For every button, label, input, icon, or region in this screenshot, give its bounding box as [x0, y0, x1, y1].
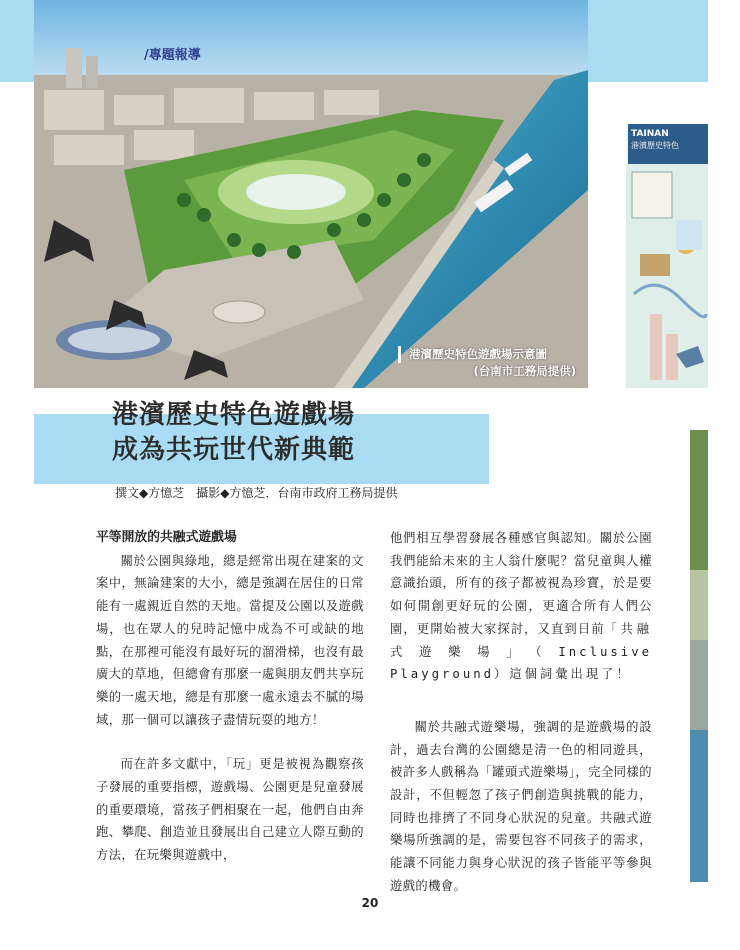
- section-heading: 平等開放的共融式遊戲場: [96, 530, 237, 545]
- inclusive-playground-term: 「共融式遊樂場」（Inclusive Playground）這個詞彙出現了！: [390, 621, 652, 682]
- photo-caption: [398, 346, 578, 380]
- caption-line-2: (台南市工務局提供): [473, 364, 576, 378]
- article-column-right: [390, 527, 652, 898]
- side-panel-title-line-1: TAINAN: [631, 129, 669, 139]
- article-title: [112, 398, 452, 468]
- paragraph: [390, 527, 652, 686]
- side-illustration-panel: [626, 124, 708, 388]
- byline: 撰文◆方憶芝 攝影◆方憶芝．台南市政府工務局提供: [115, 486, 398, 500]
- paragraph: 關於共融式遊樂場，強調的是遊戲場的設計，過去台灣的公園總是清一色的相同遊具，被許多人戲稱為「罐頭式遊樂場」，完全同樣的設計，不但輕忽了孩子們創造與挑戰的能力，同時也排擠了不同身心狀況的兒童。共融式遊樂場所強調的是，需要包容不同孩子的需求，能讓不同能力與身心狀況的孩子皆能平等參與遊戲的機會。: [390, 719, 652, 893]
- title-line-1: 港濱歷史特色遊戲場: [112, 400, 356, 430]
- next-page-photo-edge: [690, 430, 708, 882]
- article-column-left: [96, 527, 364, 867]
- hero-photo: [34, 0, 588, 388]
- page-number: 20: [361, 896, 379, 910]
- side-panel-title: [628, 124, 708, 164]
- section-tag: /專題報導: [144, 48, 201, 63]
- paragraph: 而在許多文獻中，「玩」更是被視為觀察孩子發展的重要指標，遊戲場、公園更是兒童發展的重要環境，當孩子們相聚在一起，他們自由奔跑、攀爬、創造並且發展出自己建立人際互動的方法，在玩樂與遊戲中，: [96, 757, 364, 863]
- caption-line-1: 港濱歷史特色遊戲場示意圖: [398, 346, 578, 363]
- paragraph: 關於公園與綠地，總是經常出現在建案的文案中，無論建案的大小，總是強調在居住的日常能有一處親近自然的天地。當提及公園以及遊戲場，也在眾人的兒時記憶中成為不可或缺的地點，在那裡可能沒有最好玩的溜滑梯，也沒有最廣大的草地，但總會有那麼一處與朋友們共享玩樂的一處天地，總是有那麼一處永遠去不膩的場域，那一個可以讓孩子盡情玩耍的地方！: [96, 553, 364, 727]
- edge-photo-strips: [690, 430, 708, 882]
- side-panel-title-line-2: 港濱歷史特色: [631, 141, 679, 150]
- aerial-park-illustration: [34, 0, 588, 388]
- title-line-2: 成為共玩世代新典範: [112, 435, 356, 465]
- paragraph-text: 他們相互學習發展各種感官與認知。關於公園我們能給未來的主人翁什麼呢？當兒童與人權意識抬頭，所有的孩子都被視為珍寶，於是要如何開創更好玩的公園，更適合所有人們公園，更開始被大家探討，又直到日前: [390, 531, 652, 636]
